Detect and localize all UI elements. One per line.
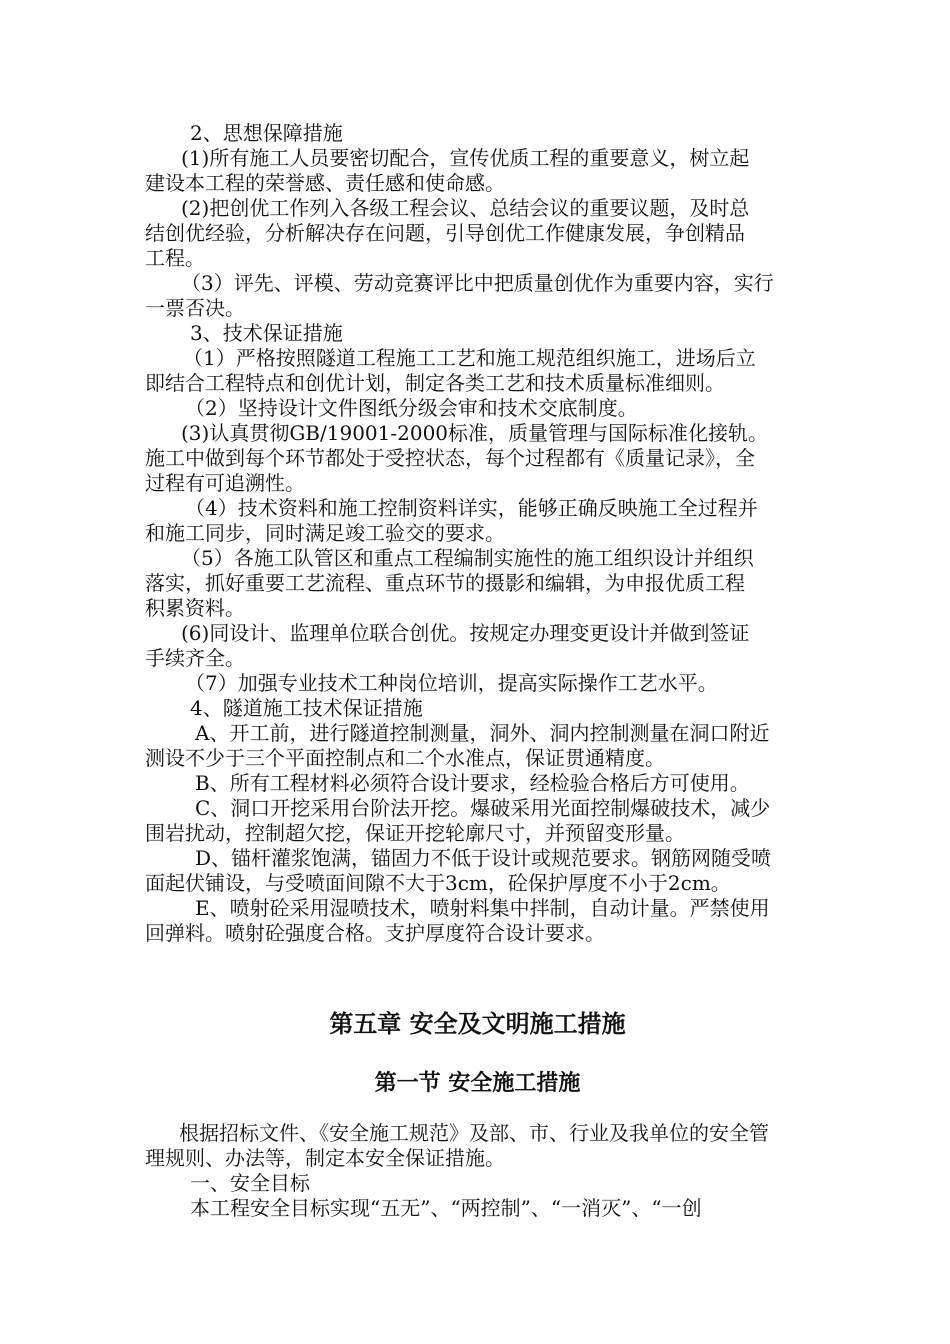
text-line: 理规则、办法等，制定本安全保证措施。 xyxy=(145,1146,505,1170)
section-title: 第一节 安全施工措施 xyxy=(374,1071,581,1096)
text-line: （1）严格按照隧道工程施工工艺和施工规范组织施工，进场后立 xyxy=(183,346,756,370)
text-line: 4、隧道施工技术保证措施 xyxy=(190,696,423,720)
text-line: 施工中做到每个环节都处于受控状态，每个过程都有《质量记录》，全 xyxy=(145,446,755,470)
text-line: D、锚杆灌浆饱满，锚固力不低于设计或规范要求。钢筋网随受喷 xyxy=(195,846,772,870)
text-line: 过程有可追溯性。 xyxy=(145,471,305,495)
text-line: 面起伏铺设，与受喷面间隙不大于3cm，砼保护厚度不小于2cm。 xyxy=(145,871,731,895)
text-line: B、所有工程材料必须符合设计要求，经检验合格后方可使用。 xyxy=(195,771,750,795)
text-line: 一、安全目标 xyxy=(190,1171,310,1195)
text-line: 落实，抓好重要工艺流程、重点环节的摄影和编辑，为申报优质工程 xyxy=(145,571,745,595)
text-line: 工程。 xyxy=(145,246,205,270)
text-line: (3)认真贯彻GB/19001-2000标准，质量管理与国际标准化接轨。 xyxy=(181,421,769,445)
text-line: 测设不少于三个平面控制点和二个水准点，保证贯通精度。 xyxy=(145,746,665,770)
text-line: C、洞口开挖采用台阶法开挖。爆破采用光面控制爆破技术，减少 xyxy=(195,796,771,820)
text-line: （4）技术资料和施工控制资料详实，能够正确反映施工全过程并 xyxy=(185,496,758,520)
text-line: 一票否决。 xyxy=(145,296,245,320)
text-line: 积累资料。 xyxy=(145,596,245,620)
text-line: A、开工前，进行隧道控制测量，洞外、洞内控制测量在洞口附近 xyxy=(195,721,770,745)
text-line: 手续齐全。 xyxy=(145,646,245,670)
text-line: (1)所有施工人员要密切配合，宣传优质工程的重要意义，树立起 xyxy=(181,146,750,170)
body-text-lower xyxy=(145,1121,810,1221)
text-line: 根据招标文件、《安全施工规范》及部、市、行业及我单位的安全管 xyxy=(179,1121,769,1145)
text-line: E、喷射砼采用湿喷技术，喷射料集中拌制，自动计量。严禁使用 xyxy=(195,896,770,920)
body-text-upper xyxy=(145,121,810,946)
chapter-title: 第五章 安全及文明施工措施 xyxy=(329,1010,626,1038)
text-line: 建设本工程的荣誉感、责任感和使命感。 xyxy=(145,171,505,195)
text-line: (2)把创优工作列入各级工程会议、总结会议的重要议题，及时总 xyxy=(181,196,750,220)
text-line: 3、技术保证措施 xyxy=(190,321,343,345)
text-line: 和施工同步，同时满足竣工验交的要求。 xyxy=(145,521,505,545)
text-line: 2、思想保障措施 xyxy=(190,121,343,145)
text-line: 围岩扰动，控制超欠挖，保证开挖轮廓尺寸，并预留变形量。 xyxy=(145,821,685,845)
text-line: （3）评先、评模、劳动竞赛评比中把质量创优作为重要内容，实行 xyxy=(181,271,774,295)
text-line: （5）各施工队管区和重点工程编制实施性的施工组织设计并组织 xyxy=(181,546,754,570)
text-line: （7）加强专业技术工种岗位培训，提高实际操作工艺水平。 xyxy=(185,671,718,695)
text-line: 结创优经验，分析解决存在问题，引导创优工作健康发展，争创精品 xyxy=(145,221,745,245)
text-line: （2）坚持设计文件图纸分级会审和技术交底制度。 xyxy=(185,396,638,420)
text-line: (6)同设计、监理单位联合创优。按规定办理变更设计并做到签证 xyxy=(181,621,750,645)
text-line: 即结合工程特点和创优计划，制定各类工艺和技术质量标准细则。 xyxy=(145,371,725,395)
text-line: 本工程安全目标实现“五无”、“两控制”、“一消灭”、“一创 xyxy=(190,1196,702,1220)
text-line: 回弹料。喷射砼强度合格。支护厚度符合设计要求。 xyxy=(145,921,605,945)
